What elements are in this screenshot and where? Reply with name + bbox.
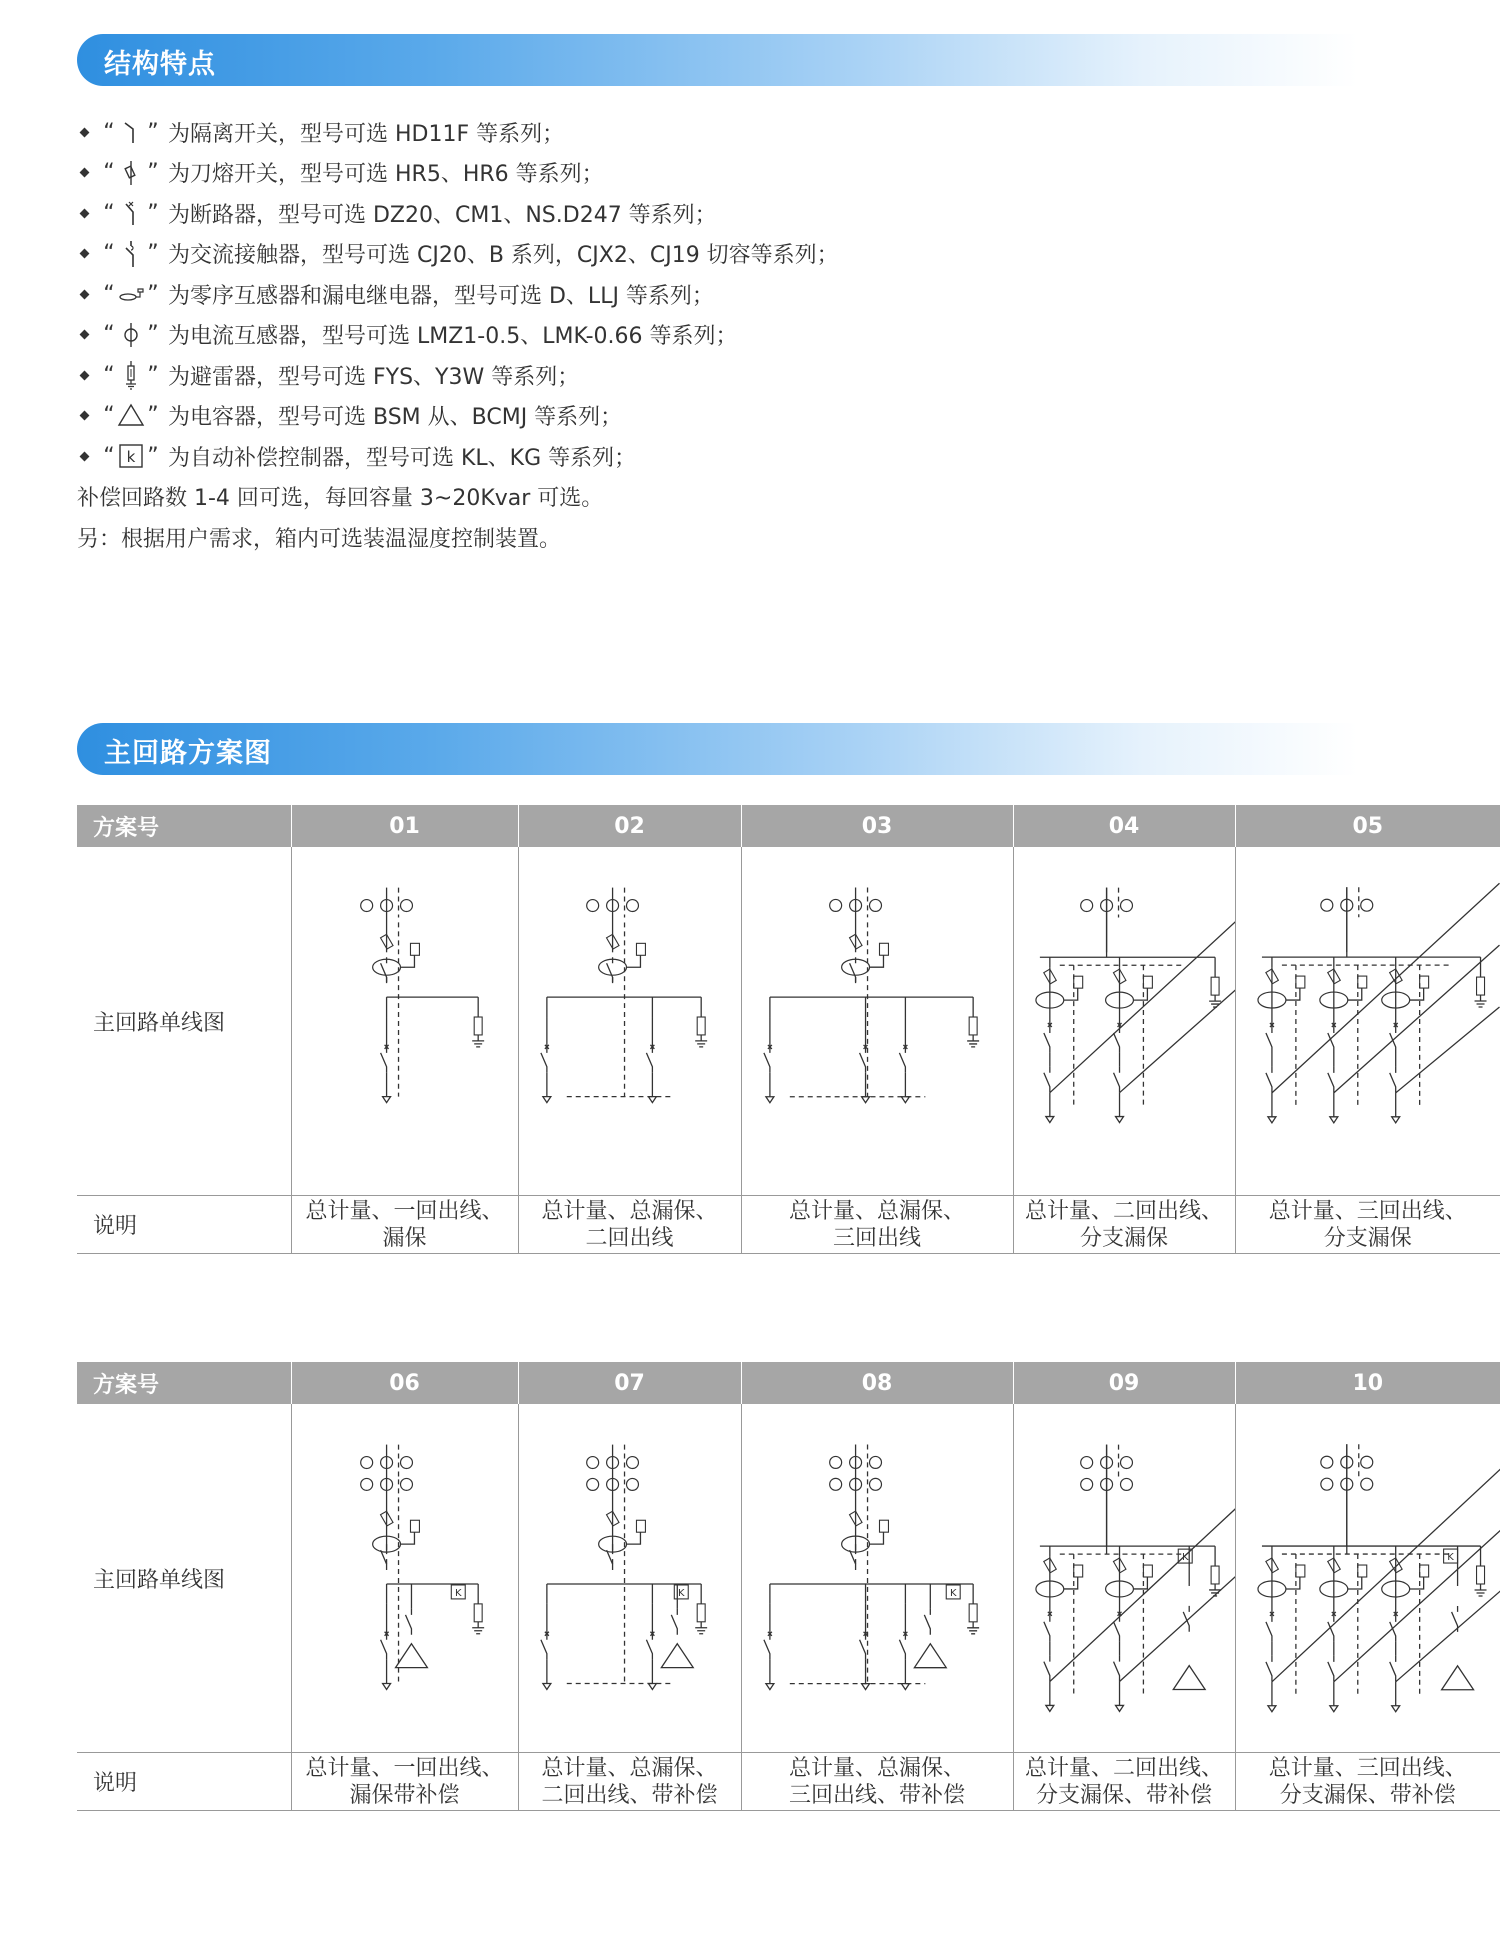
controller-icon xyxy=(116,441,146,471)
leakage-relay-icon xyxy=(1357,1565,1366,1577)
circuit-breaker-icon xyxy=(1327,1067,1333,1093)
circuit-breaker-icon xyxy=(763,1047,769,1073)
surge-arrester-icon xyxy=(1211,1566,1219,1584)
circuit-diagram xyxy=(741,1404,1013,1753)
fuse-switch-icon xyxy=(116,158,146,188)
circuit-breaker-icon xyxy=(606,1544,612,1570)
relay-wire xyxy=(1063,988,1077,1000)
scheme-number: 04 xyxy=(1013,805,1235,847)
feature-item: “ ” 为断路器，型号可选 DZ20、CM1、NS.D247 等系列； xyxy=(77,193,1377,234)
outgoing-arrow-icon xyxy=(648,1097,656,1103)
circuit-breaker-icon xyxy=(1043,1027,1049,1053)
relay-wire xyxy=(869,955,883,967)
section-banner-structure xyxy=(77,34,1500,86)
leakage-relay-icon xyxy=(1295,976,1304,988)
relay-wire xyxy=(1133,1577,1147,1589)
feature-item: “ ” 为电流互感器，型号可选 LMZ1-0.5、LMK-0.66 等系列； xyxy=(77,315,1377,356)
current-transformer-icon xyxy=(586,900,598,912)
conductor-line xyxy=(1271,883,1499,1093)
ground-icon xyxy=(695,1035,707,1047)
circuit-breaker-icon xyxy=(1043,1616,1049,1642)
current-transformer-icon xyxy=(829,1478,841,1490)
outgoing-arrow-icon xyxy=(1045,1117,1053,1123)
leakage-relay-icon xyxy=(879,1520,888,1532)
circuit-diagram xyxy=(518,1404,741,1753)
feature-item: “ ” 为零序互感器和漏电继电器，型号可选 D、LLJ 等系列； xyxy=(77,274,1377,315)
leakage-relay-icon xyxy=(1143,976,1152,988)
outgoing-arrow-icon xyxy=(1391,1117,1399,1123)
scheme-number: 10 xyxy=(1235,1362,1500,1404)
current-transformer-icon xyxy=(1080,1478,1092,1490)
circuit-breaker-icon xyxy=(1389,1067,1395,1093)
outgoing-arrow-icon xyxy=(901,1684,909,1690)
circuit-breaker-icon xyxy=(849,957,855,983)
relay-wire xyxy=(1063,1577,1077,1589)
outgoing-arrow-icon xyxy=(861,1097,869,1103)
current-transformer-icon xyxy=(360,900,372,912)
relay-wire xyxy=(869,1532,883,1544)
current-transformer-icon xyxy=(360,1478,372,1490)
circuit-breaker-icon xyxy=(763,1634,769,1660)
circuit-breaker-icon xyxy=(1113,1656,1119,1682)
surge-arrester-icon xyxy=(116,360,146,390)
circuit-breaker-icon xyxy=(1389,1027,1395,1053)
bullet-icon xyxy=(80,411,90,421)
ground-icon xyxy=(967,1622,979,1634)
capacitor-icon xyxy=(914,1644,946,1668)
outgoing-arrow-icon xyxy=(1329,1117,1337,1123)
circuit-breaker-icon xyxy=(859,1634,865,1660)
section-title: 结构特点 xyxy=(104,49,216,80)
feature-item: “ ” 为隔离开关，型号可选 HD11F 等系列； xyxy=(77,112,1377,153)
bullet-icon xyxy=(80,127,90,137)
scheme-description: 总计量、总漏保、 二回出线 xyxy=(518,1196,741,1254)
outgoing-arrow-icon xyxy=(1045,1705,1053,1711)
circuit-breaker-icon xyxy=(1389,1656,1395,1682)
circuit-breaker-icon xyxy=(1327,1656,1333,1682)
scheme-number: 03 xyxy=(741,805,1013,847)
leakage-relay-icon xyxy=(1073,976,1082,988)
outgoing-arrow-icon xyxy=(1391,1706,1399,1712)
surge-arrester-icon xyxy=(697,1604,705,1622)
current-transformer-icon xyxy=(586,1478,598,1490)
bullet-icon xyxy=(80,168,90,178)
current-transformer-icon xyxy=(626,1457,638,1469)
outgoing-arrow-icon xyxy=(861,1684,869,1690)
relay-wire xyxy=(1409,1577,1423,1589)
outgoing-arrow-icon xyxy=(1329,1706,1337,1712)
current-transformer-icon xyxy=(400,1478,412,1490)
scheme-header-label: 方案号 xyxy=(77,805,291,847)
circuit-breaker-icon xyxy=(405,1609,411,1635)
current-transformer-icon xyxy=(869,899,881,911)
feature-item: “ k ” 为自动补偿控制器，型号可选 KL、KG 等系列； xyxy=(77,436,1377,477)
section-banner-main-circuit xyxy=(77,723,1500,775)
circuit-breaker-icon xyxy=(540,1047,546,1073)
circuit-breaker-icon xyxy=(380,1047,386,1073)
current-transformer-icon xyxy=(400,1457,412,1469)
leakage-relay-icon xyxy=(1295,1565,1304,1577)
circuit-breaker-icon xyxy=(859,1047,865,1073)
relay-wire xyxy=(400,1532,414,1544)
current-transformer-icon xyxy=(1360,1456,1372,1468)
circuit-diagram xyxy=(1235,847,1500,1196)
outgoing-arrow-icon xyxy=(1115,1117,1123,1123)
feature-item: “ ” 为刀熔开关，型号可选 HR5、HR6 等系列； xyxy=(77,153,1377,194)
surge-arrester-icon xyxy=(969,1017,977,1035)
current-transformer-icon xyxy=(869,1478,881,1490)
surge-arrester-icon xyxy=(1476,1566,1484,1584)
scheme-number: 02 xyxy=(518,805,741,847)
surge-arrester-icon xyxy=(1211,977,1219,995)
isolating-switch-icon xyxy=(116,117,146,147)
feature-item: “ ” 为交流接触器，型号可选 CJ20、B 系列，CJX2、CJ19 切容等系列； xyxy=(77,234,1377,275)
conductor-line xyxy=(1049,1441,1234,1682)
scheme-number: 05 xyxy=(1235,805,1500,847)
capacitor-icon xyxy=(395,1644,427,1668)
relay-wire xyxy=(1409,988,1423,1000)
outgoing-arrow-icon xyxy=(542,1684,550,1690)
circuit-breaker-icon xyxy=(380,957,386,983)
circuit-diagram xyxy=(291,1404,518,1753)
feature-list xyxy=(77,112,1377,558)
scheme-number: 09 xyxy=(1013,1362,1235,1404)
circuit-breaker-icon xyxy=(606,957,612,983)
conductor-line xyxy=(1395,1007,1499,1093)
desc-row-label: 说明 xyxy=(77,1753,291,1811)
scheme-description: 总计量、二回出线、 分支漏保 xyxy=(1013,1196,1235,1254)
feature-item: “ ” 为电容器，型号可选 BSM 从、BCMJ 等系列； xyxy=(77,396,1377,437)
current-transformer-icon xyxy=(829,899,841,911)
circuit-diagram xyxy=(1013,1404,1235,1753)
bullet-icon xyxy=(80,208,90,218)
current-transformer-icon xyxy=(869,1456,881,1468)
scheme-description: 总计量、二回出线、 分支漏保、带补偿 xyxy=(1013,1753,1235,1811)
conductor-line xyxy=(1119,953,1234,1092)
leakage-relay-icon xyxy=(1419,976,1428,988)
section-title: 主回路方案图 xyxy=(104,738,272,769)
scheme-description: 总计量、三回出线、 分支漏保、带补偿 xyxy=(1235,1753,1500,1811)
scheme-header-label: 方案号 xyxy=(77,1362,291,1404)
circuit-diagram xyxy=(291,847,518,1196)
circuit-diagram xyxy=(518,847,741,1196)
note-text: 补偿回路数 1-4 回可选，每回容量 3~20Kvar 可选。 xyxy=(77,486,604,512)
surge-arrester-icon xyxy=(969,1604,977,1622)
circuit-breaker-icon xyxy=(1389,1616,1395,1642)
outgoing-arrow-icon xyxy=(1267,1117,1275,1123)
controller-letter: k xyxy=(126,448,136,467)
conductor-line xyxy=(1333,945,1499,1093)
bullet-icon xyxy=(80,330,90,340)
ground-icon xyxy=(1209,995,1221,1007)
circuit-breaker-icon xyxy=(849,1544,855,1570)
scheme-description: 总计量、三回出线、 分支漏保 xyxy=(1235,1196,1500,1254)
leakage-relay-icon xyxy=(410,943,419,955)
current-transformer-icon xyxy=(360,1457,372,1469)
scheme-description: 总计量、一回出线、 漏保带补偿 xyxy=(291,1753,518,1811)
circuit-breaker-icon xyxy=(1265,1027,1271,1053)
controller-letter: K xyxy=(949,1587,956,1599)
bullet-icon xyxy=(80,289,90,299)
ground-icon xyxy=(967,1035,979,1047)
relay-wire xyxy=(400,955,414,967)
circuit-diagram xyxy=(741,847,1013,1196)
current-transformer-icon xyxy=(116,320,146,350)
circuit-breaker-icon xyxy=(116,198,146,228)
current-transformer-icon xyxy=(1080,1457,1092,1469)
capacitor-icon xyxy=(1441,1666,1473,1690)
controller-letter: K xyxy=(454,1587,462,1599)
scheme-description: 总计量、总漏保、 三回出线 xyxy=(741,1196,1013,1254)
current-transformer-icon xyxy=(1120,1478,1132,1490)
ground-icon xyxy=(472,1622,484,1634)
surge-arrester-icon xyxy=(474,1604,482,1622)
outgoing-arrow-icon xyxy=(648,1684,656,1690)
leakage-relay-icon xyxy=(636,1520,645,1532)
circuit-breaker-icon xyxy=(1265,1616,1271,1642)
scheme-description: 总计量、一回出线、 漏保 xyxy=(291,1196,518,1254)
current-transformer-icon xyxy=(400,900,412,912)
current-transformer-icon xyxy=(1120,900,1132,912)
relay-wire xyxy=(1285,1577,1299,1589)
circuit-breaker-icon xyxy=(1043,1067,1049,1093)
scheme-description: 总计量、总漏保、 二回出线、带补偿 xyxy=(518,1753,741,1811)
note-text: 另：根据用户需求，箱内可选装温湿度控制装置。 xyxy=(77,526,562,552)
current-transformer-icon xyxy=(1360,899,1372,911)
circuit-breaker-icon xyxy=(924,1609,930,1635)
capacitor-icon xyxy=(116,401,146,431)
ground-icon xyxy=(695,1622,707,1634)
current-transformer-icon xyxy=(1360,1478,1372,1490)
scheme-number: 07 xyxy=(518,1362,741,1404)
relay-wire xyxy=(626,955,640,967)
relay-wire xyxy=(1133,988,1147,1000)
outgoing-arrow-icon xyxy=(542,1097,550,1103)
ground-icon xyxy=(1209,1584,1221,1596)
leakage-relay-icon xyxy=(636,943,645,955)
scheme-number: 06 xyxy=(291,1362,518,1404)
circuit-breaker-icon xyxy=(380,1544,386,1570)
scheme-number: 01 xyxy=(291,805,518,847)
ground-icon xyxy=(472,1035,484,1047)
circuit-breaker-icon xyxy=(380,1634,386,1660)
relay-wire xyxy=(1285,988,1299,1000)
controller-letter: K xyxy=(1181,1552,1188,1564)
desc-row-label: 说明 xyxy=(77,1196,291,1254)
outgoing-arrow-icon xyxy=(382,1097,390,1103)
outgoing-arrow-icon xyxy=(1115,1705,1123,1711)
diagram-row-label: 主回路单线图 xyxy=(77,847,291,1196)
conductor-line xyxy=(1119,1510,1234,1681)
leakage-relay-icon xyxy=(1143,1565,1152,1577)
surge-arrester-icon xyxy=(697,1017,705,1035)
leakage-relay-icon xyxy=(410,1520,419,1532)
capacitor-icon xyxy=(1173,1666,1205,1690)
controller-letter: K xyxy=(1446,1552,1454,1564)
current-transformer-icon xyxy=(1080,900,1092,912)
scheme-number: 08 xyxy=(741,1362,1013,1404)
zero-sequence-transformer-icon xyxy=(116,279,146,309)
leakage-relay-icon xyxy=(1357,976,1366,988)
leakage-relay-icon xyxy=(879,943,888,955)
bullet-icon xyxy=(80,249,90,259)
current-transformer-icon xyxy=(586,1457,598,1469)
outgoing-arrow-icon xyxy=(1267,1706,1275,1712)
current-transformer-icon xyxy=(626,1478,638,1490)
leakage-relay-icon xyxy=(1419,1565,1428,1577)
circuit-breaker-icon xyxy=(1113,1067,1119,1093)
leakage-relay-icon xyxy=(1073,1565,1082,1577)
relay-wire xyxy=(1347,988,1361,1000)
circuit-breaker-icon xyxy=(899,1634,905,1660)
circuit-breaker-icon xyxy=(1451,1606,1457,1632)
bullet-icon xyxy=(80,451,90,461)
contactor-icon xyxy=(116,239,146,269)
current-transformer-icon xyxy=(1320,1478,1332,1490)
outgoing-arrow-icon xyxy=(765,1684,773,1690)
surge-arrester-icon xyxy=(1476,977,1484,995)
scheme-description: 总计量、总漏保、 三回出线、带补偿 xyxy=(741,1753,1013,1811)
current-transformer-icon xyxy=(626,900,638,912)
circuit-diagram xyxy=(1235,1404,1500,1753)
circuit-breaker-icon xyxy=(671,1609,677,1635)
scheme-table-2 xyxy=(77,1362,1500,1811)
bullet-icon xyxy=(80,370,90,380)
outgoing-arrow-icon xyxy=(382,1684,390,1690)
circuit-breaker-icon xyxy=(1265,1067,1271,1093)
circuit-breaker-icon xyxy=(899,1047,905,1073)
circuit-breaker-icon xyxy=(646,1634,652,1660)
circuit-breaker-icon xyxy=(1043,1656,1049,1682)
diagram-row-label: 主回路单线图 xyxy=(77,1404,291,1753)
capacitor-icon xyxy=(661,1644,693,1668)
current-transformer-icon xyxy=(1320,1456,1332,1468)
outgoing-arrow-icon xyxy=(765,1097,773,1103)
circuit-breaker-icon xyxy=(646,1047,652,1073)
ground-icon xyxy=(1474,1584,1486,1596)
circuit-breaker-icon xyxy=(540,1634,546,1660)
scheme-table-1 xyxy=(77,805,1500,1254)
surge-arrester-icon xyxy=(474,1017,482,1035)
circuit-diagram xyxy=(1013,847,1235,1196)
ground-icon xyxy=(1474,995,1486,1007)
controller-letter: K xyxy=(677,1587,685,1599)
relay-wire xyxy=(1347,1577,1361,1589)
outgoing-arrow-icon xyxy=(901,1097,909,1103)
relay-wire xyxy=(626,1532,640,1544)
current-transformer-icon xyxy=(1120,1457,1132,1469)
conductor-line xyxy=(1333,1502,1500,1682)
feature-item: “ ” 为避雷器，型号可选 FYS、Y3W 等系列； xyxy=(77,355,1377,396)
current-transformer-icon xyxy=(829,1456,841,1468)
current-transformer-icon xyxy=(1320,899,1332,911)
circuit-breaker-icon xyxy=(1265,1656,1271,1682)
